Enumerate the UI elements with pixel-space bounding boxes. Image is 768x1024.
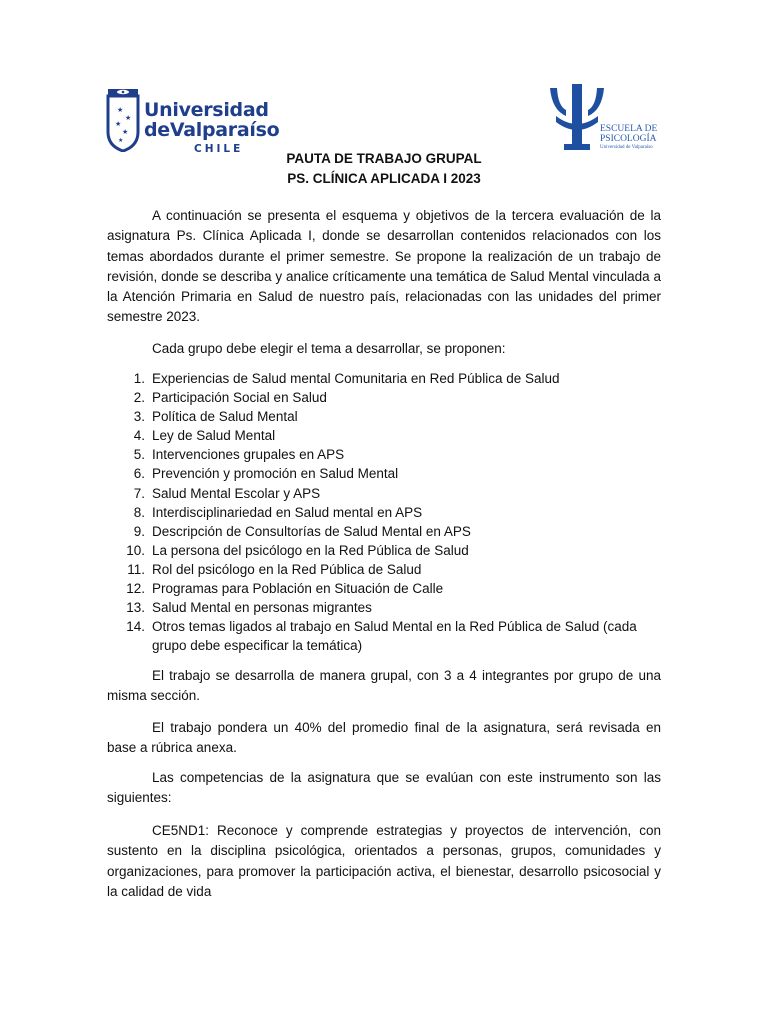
list-item xyxy=(107,407,661,426)
list-item-number: 8. xyxy=(133,504,145,520)
list-item xyxy=(107,464,661,483)
list-item-text: La persona del psicólogo en la Red Pública de Salud xyxy=(152,542,469,558)
list-item-number: 9. xyxy=(133,523,145,539)
svg-text:★: ★ xyxy=(122,128,129,136)
university-name-line2: deValparaíso xyxy=(144,119,280,141)
list-item-text: Otros temas ligados al trabajo en Salud Mental en la Red Pública de Salud (cada grupo debe especificar la temática) xyxy=(152,619,637,654)
university-name-line1: Universidad xyxy=(144,99,269,121)
school-name-line3: Universidad de Valparaíso xyxy=(600,145,653,150)
document-subtitle: PS. CLÍNICA APLICADA I 2023 xyxy=(287,171,481,186)
list-item-text: Descripción de Consultorías de Salud Mental en APS xyxy=(152,523,471,539)
list-item xyxy=(107,484,661,503)
list-item-number: 3. xyxy=(133,409,145,425)
school-name-line2: PSICOLOGÍA xyxy=(600,134,657,144)
list-item-text: Experiencias de Salud mental Comunitaria en Red Pública de Salud xyxy=(152,371,560,386)
university-country: CHILE xyxy=(194,143,244,155)
competency-ce5nd1: CE5ND1: Reconoce y comprende estrategias y proyectos de intervención, con sustento en la disciplina psicológica, orientados a personas, grupos, comunidades y organizaciones, para promover la participación activa, el bienestar, desarrollo psicosocial y la calidad de vida xyxy=(107,823,661,899)
list-item-number: 12. xyxy=(126,581,145,597)
school-name-line1: ESCUELA DE xyxy=(600,124,658,134)
list-item-text: Prevención y promoción en Salud Mental xyxy=(152,466,399,482)
list-item-text: Salud Mental Escolar y APS xyxy=(152,485,321,501)
list-item-number: 13. xyxy=(126,600,145,616)
school-logo xyxy=(548,80,668,156)
list-item xyxy=(107,617,661,655)
grading-paragraph: El trabajo pondera un 40% del promedio final de la asignatura, será revisada en base a rúbrica anexa. xyxy=(107,720,661,756)
svg-text:★: ★ xyxy=(117,106,124,114)
competencies-paragraph: Las competencias de la asignatura que se evalúan con este instrumento son las siguientes: xyxy=(107,770,661,806)
shield-icon xyxy=(106,88,140,152)
document-title: PAUTA DE TRABAJO GRUPAL xyxy=(286,151,482,166)
list-item-number: 4. xyxy=(133,428,145,444)
topics-intro-paragraph: Cada grupo debe elegir el tema a desarrollar, se proponen: xyxy=(152,341,506,356)
list-item xyxy=(107,369,661,388)
list-item-text: Participación Social en Salud xyxy=(152,390,327,406)
group-work-paragraph: El trabajo se desarrolla de manera grupal, con 3 a 4 integrantes por grupo de una misma sección. xyxy=(107,668,661,704)
list-item xyxy=(107,503,661,522)
list-item-text: Programas para Población en Situación de Calle xyxy=(152,581,444,597)
list-item-number: 2. xyxy=(133,390,145,406)
list-item-number: 11. xyxy=(127,561,145,577)
svg-text:★: ★ xyxy=(125,114,132,122)
list-item-text: Intervenciones grupales en APS xyxy=(152,447,345,463)
list-item xyxy=(107,579,661,598)
list-item-text: Ley de Salud Mental xyxy=(152,428,276,444)
list-item xyxy=(107,388,661,407)
topic-list xyxy=(107,369,661,655)
list-item xyxy=(107,426,661,445)
list-item-text: Rol del psicólogo en la Red Pública de Salud xyxy=(152,561,422,577)
list-item-number: 10. xyxy=(126,542,145,558)
svg-text:★: ★ xyxy=(118,137,124,144)
svg-text:★: ★ xyxy=(115,120,122,128)
list-item-number: 1. xyxy=(133,371,145,386)
list-item-text: Salud Mental en personas migrantes xyxy=(152,600,372,616)
list-item xyxy=(107,598,661,617)
list-item-number: 14. xyxy=(126,619,145,635)
list-item xyxy=(107,560,661,579)
list-item xyxy=(107,541,661,560)
list-item xyxy=(107,522,661,541)
list-item-number: 6. xyxy=(133,466,145,482)
list-item-number: 7. xyxy=(133,485,145,501)
list-item xyxy=(107,445,661,464)
list-item-number: 5. xyxy=(133,447,145,463)
intro-paragraph: A continuación se presenta el esquema y objetivos de la tercera evaluación de la asignatura Ps. Clínica Aplicada I, donde se desarrollan contenidos relacionados con los temas abordados durante el primer semestre. Se propone la realización de un trabajo de revisión, donde se describa y analice críticamente una temática de Salud Mental vinculada a la Atención Primaria en Salud de nuestro país, relacionadas con las unidades del primer semestre 2023. xyxy=(107,208,661,325)
list-item-text: Política de Salud Mental xyxy=(152,409,298,425)
list-item-text: Interdisciplinariedad en Salud mental en APS xyxy=(152,504,423,520)
